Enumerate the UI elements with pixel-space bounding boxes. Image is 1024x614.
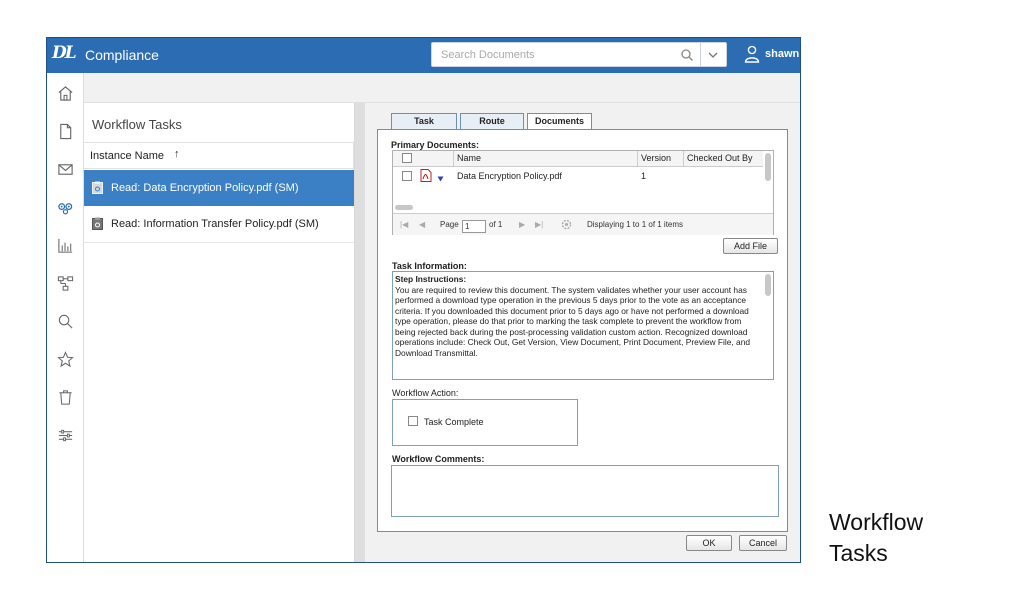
task-label: Read: Information Transfer Policy.pdf (SM) [111, 218, 319, 230]
column-separator [353, 143, 354, 170]
sort-ascending-icon[interactable]: ↑ [174, 148, 180, 160]
mail-icon[interactable] [55, 159, 75, 179]
pdf-file-icon [420, 169, 432, 182]
tab-route[interactable]: Route [460, 113, 524, 129]
select-all-checkbox[interactable] [402, 153, 412, 163]
add-file-button[interactable]: Add File [723, 238, 778, 254]
step-instructions-body: You are required to review this document. The system validates whether your user account has performed a download type operation in the previous 5 days prior to the vote as an acceptance criteria. If you downloaded this document prior to 5 days ago or have not performed a download type operation, please do that prior to marking the task complete to prevent the workflow from being rejected back during the post-processing validation custom action. Recognized download operations include: Check Out, Get Version, View Document, Print Document, Preview File, and Download Transmittal. [395, 284, 751, 358]
next-page-icon[interactable]: ▶ [519, 220, 526, 229]
search-input[interactable] [432, 43, 676, 66]
task-information-label: Task Information: [392, 261, 467, 271]
grid-pager [393, 213, 773, 235]
left-nav-rail [47, 73, 84, 563]
column-separator [683, 151, 684, 167]
pager-status: Displaying 1 to 1 of 1 items [587, 220, 684, 229]
page-count: of 1 [489, 220, 503, 229]
prev-page-icon[interactable]: ◀ [419, 220, 426, 229]
task-label: Read: Data Encryption Policy.pdf (SM) [111, 182, 299, 194]
task-list-item[interactable] [84, 170, 354, 206]
user-name[interactable]: shawn [765, 48, 800, 60]
grid-header [393, 151, 763, 167]
app-header [47, 38, 800, 73]
caption-line-1: Workflow [829, 509, 924, 535]
document-name[interactable]: Data Encryption Policy.pdf [457, 171, 562, 181]
hierarchy-icon[interactable] [55, 273, 75, 293]
row-checkbox[interactable] [402, 171, 412, 181]
task-icon [92, 217, 103, 230]
workflow-tasks-panel [84, 103, 355, 563]
tab-task[interactable]: Task [391, 113, 457, 129]
list-column-header[interactable] [84, 142, 354, 169]
page-label: Page [440, 220, 459, 229]
column-separator [453, 151, 454, 167]
star-icon[interactable] [55, 349, 75, 369]
sliders-icon[interactable] [55, 425, 75, 445]
step-instructions [395, 274, 763, 358]
task-complete-label[interactable]: Task Complete [424, 417, 484, 427]
toolbar-strip [84, 73, 801, 103]
instructions-scrollbar[interactable] [765, 274, 771, 296]
caption-line-2: Tasks [829, 540, 888, 566]
user-icon[interactable] [744, 45, 760, 63]
trash-icon[interactable] [55, 387, 75, 407]
workflow-gears-icon[interactable] [55, 197, 75, 217]
document-version: 1 [641, 171, 647, 181]
ok-button[interactable]: OK [686, 535, 732, 551]
splitter[interactable] [355, 103, 365, 563]
chevron-down-icon[interactable] [704, 47, 722, 63]
column-separator [637, 151, 638, 167]
task-icon [92, 181, 103, 194]
search-separator [700, 43, 701, 66]
search-box [431, 42, 727, 67]
page-number-input[interactable]: 1 [462, 220, 486, 233]
document-icon[interactable] [55, 121, 75, 141]
column-instance-name[interactable]: Instance Name [90, 150, 164, 162]
task-complete-checkbox[interactable] [408, 416, 418, 426]
app-title: Compliance [85, 47, 159, 63]
column-version[interactable]: Version [641, 153, 672, 163]
workflow-comments-field[interactable] [391, 465, 779, 517]
column-checked-out-by[interactable]: Checked Out By [687, 153, 753, 163]
side-caption [829, 507, 923, 569]
documents-grid [392, 150, 774, 235]
task-dialog [377, 129, 788, 532]
step-instructions-title: Step Instructions: [395, 274, 467, 284]
workflow-action-box [392, 399, 578, 446]
home-icon[interactable] [55, 83, 75, 103]
cancel-button[interactable]: Cancel [739, 535, 787, 551]
grid-vertical-scrollbar[interactable] [765, 153, 771, 181]
dropdown-arrow-icon[interactable] [437, 176, 444, 182]
table-row[interactable] [393, 168, 763, 184]
first-page-icon[interactable]: |◀ [400, 220, 409, 229]
app-window [46, 37, 801, 563]
panel-title: Workflow Tasks [92, 117, 182, 132]
list-divider [84, 242, 354, 243]
bar-chart-icon[interactable] [55, 235, 75, 255]
search-icon[interactable] [55, 311, 75, 331]
search-icon[interactable] [680, 48, 694, 62]
grid-horizontal-scrollbar[interactable] [395, 205, 413, 210]
primary-documents-label: Primary Documents: [391, 140, 480, 150]
column-name[interactable]: Name [457, 153, 482, 163]
workflow-comments-label: Workflow Comments: [392, 454, 485, 464]
step-instructions-box[interactable] [392, 271, 774, 380]
task-list-item[interactable] [84, 206, 354, 242]
refresh-icon[interactable] [560, 218, 573, 231]
dl-logo[interactable]: DL [52, 43, 75, 63]
workflow-action-label: Workflow Action: [392, 388, 459, 398]
last-page-icon[interactable]: ▶| [535, 220, 544, 229]
tab-documents[interactable]: Documents [527, 113, 592, 130]
